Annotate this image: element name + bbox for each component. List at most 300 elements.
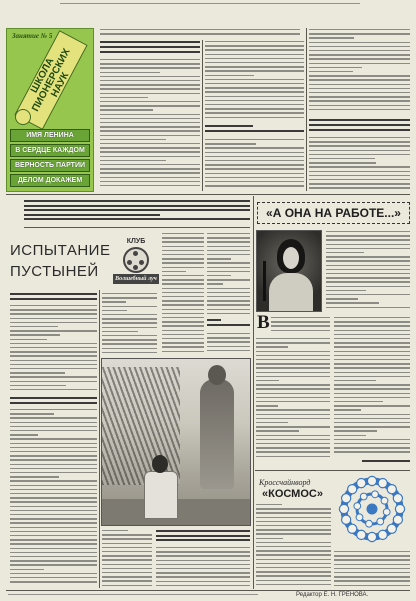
- text-line: [10, 522, 97, 523]
- lesson-question-heading: [205, 124, 304, 136]
- text-line: [309, 158, 375, 159]
- text-line: [100, 185, 200, 186]
- text-line: [309, 29, 410, 30]
- crossword-cell: [372, 491, 379, 498]
- text-line: [102, 564, 152, 565]
- text-line: [100, 33, 300, 34]
- text-line: [309, 79, 410, 80]
- interview-text-column: [207, 332, 250, 355]
- text-line: [334, 551, 410, 552]
- text-line: [309, 67, 362, 68]
- interview-question: [10, 396, 97, 406]
- crossword-cell: [367, 532, 376, 541]
- text-line: [256, 388, 330, 389]
- text-line: [10, 569, 44, 570]
- text-line: [207, 346, 250, 347]
- text-line: [309, 109, 410, 110]
- text-line: [102, 530, 128, 531]
- crossword-cell: [356, 514, 363, 521]
- text-line: [334, 376, 410, 377]
- text-line: [205, 45, 304, 46]
- text-line: [100, 122, 200, 123]
- footer-editor: Редактор Е. Н. ГРЕНОВА.: [296, 592, 369, 598]
- text-line: [309, 179, 410, 180]
- text-line: [256, 559, 331, 560]
- text-line: [256, 443, 330, 444]
- crossword-title: «КОСМОС»: [262, 488, 323, 500]
- text-line: [10, 493, 97, 494]
- text-line: [100, 88, 200, 89]
- text-line: [256, 504, 282, 505]
- text-line: [102, 348, 157, 349]
- lesson-text-column: [309, 136, 410, 191]
- text-line: [10, 480, 97, 481]
- film-club-headline: ПУСТЫНЕЙ: [10, 263, 99, 280]
- text-line: [100, 168, 200, 169]
- reel-hole: [139, 260, 144, 265]
- text-line: [205, 181, 304, 182]
- text-line: [205, 62, 304, 63]
- text-line: [207, 309, 250, 310]
- text-line: [205, 112, 304, 113]
- text-line: [326, 235, 410, 236]
- text-line: [207, 237, 250, 238]
- text-line: [271, 321, 330, 322]
- text-line: [309, 96, 410, 97]
- text-line: [10, 464, 97, 465]
- text-line: [256, 405, 278, 406]
- text-line: [334, 576, 410, 577]
- text-line: [334, 338, 410, 339]
- crossword-cell: [357, 530, 366, 539]
- text-line: [256, 380, 279, 381]
- text-line: [256, 439, 330, 440]
- text-line: [10, 409, 97, 410]
- text-line: [205, 185, 304, 186]
- text-line: [102, 339, 157, 340]
- text-line: [334, 555, 410, 556]
- text-line: [334, 393, 410, 394]
- text-line: [205, 75, 254, 76]
- text-line: [326, 290, 366, 291]
- text-line: [10, 402, 97, 404]
- text-line: [334, 572, 410, 573]
- crossword-cell: [348, 485, 357, 494]
- feature-text-column: [271, 316, 330, 334]
- section-divider: [6, 194, 410, 195]
- interview-text-column: [162, 232, 204, 355]
- text-line: [326, 307, 410, 308]
- text-line: [256, 409, 330, 410]
- slogan-line: В СЕРДЦЕ КАЖДОМ: [10, 144, 90, 157]
- text-line: [156, 564, 250, 565]
- text-line: [207, 324, 250, 326]
- text-line: [162, 279, 204, 280]
- text-line: [10, 322, 97, 323]
- crossword-cell: [354, 503, 361, 510]
- text-line: [24, 214, 160, 216]
- text-line: [102, 293, 157, 294]
- text-line: [10, 539, 97, 540]
- interview-text-column: [10, 408, 97, 588]
- text-line: [256, 508, 331, 509]
- text-line: [100, 80, 200, 81]
- text-line: [102, 327, 157, 328]
- text-line: [309, 84, 410, 85]
- text-line: [10, 510, 97, 511]
- crossword-cell: [378, 479, 387, 488]
- text-line: [100, 41, 200, 43]
- text-line: [102, 547, 152, 548]
- text-line: [207, 350, 250, 351]
- feature-portrait-photo: [256, 230, 322, 312]
- text-line: [309, 187, 410, 188]
- column-divider: [99, 290, 100, 588]
- reel-hole: [133, 265, 138, 270]
- text-line: [10, 564, 97, 565]
- feature-headline: «А ОНА НА РАБОТЕ...»: [257, 202, 410, 224]
- text-line: [24, 209, 250, 211]
- text-line: [256, 372, 330, 373]
- text-line: [10, 518, 97, 519]
- photo-boy: [144, 471, 178, 519]
- interview-question: [10, 292, 97, 302]
- text-line: [10, 381, 97, 382]
- text-line: [102, 352, 157, 353]
- text-line: [207, 313, 250, 314]
- text-line: [162, 237, 204, 238]
- text-line: [207, 319, 221, 321]
- text-line: [10, 309, 97, 310]
- text-line: [10, 581, 97, 582]
- text-line: [326, 256, 410, 257]
- lesson-question-heading: [309, 118, 410, 134]
- text-line: [100, 59, 200, 60]
- text-line: [256, 401, 330, 402]
- text-line: [256, 567, 331, 568]
- text-line: [271, 325, 330, 326]
- text-line: [205, 58, 304, 59]
- text-line: [162, 300, 204, 301]
- text-line: [309, 124, 410, 126]
- text-line: [256, 580, 331, 581]
- text-line: [60, 3, 360, 4]
- text-line: [162, 321, 204, 322]
- text-line: [256, 550, 331, 551]
- feature-signature: [362, 459, 410, 464]
- text-line: [256, 554, 331, 555]
- text-line: [102, 314, 157, 315]
- text-line: [162, 346, 204, 347]
- text-line: [256, 571, 331, 572]
- text-line: [326, 294, 410, 295]
- text-line: [205, 139, 304, 140]
- text-line: [100, 139, 166, 140]
- text-line: [10, 318, 97, 319]
- text-line: [156, 539, 250, 541]
- text-line: [10, 351, 97, 352]
- text-line: [334, 568, 410, 569]
- text-line: [102, 322, 157, 323]
- text-line: [10, 385, 66, 386]
- text-line: [102, 555, 152, 556]
- text-line: [10, 447, 97, 448]
- text-line: [100, 177, 200, 178]
- text-line: [334, 580, 410, 581]
- text-line: [256, 393, 330, 394]
- text-line: [205, 152, 304, 153]
- text-line: [309, 162, 376, 163]
- text-line: [334, 559, 410, 560]
- text-line: [10, 548, 97, 549]
- crossword-cell: [387, 524, 396, 533]
- text-line: [309, 183, 410, 184]
- text-line: [205, 173, 304, 174]
- text-line: [10, 556, 97, 557]
- text-line: [10, 417, 97, 418]
- text-line: [205, 117, 304, 118]
- text-line: [326, 269, 410, 270]
- text-line: [334, 414, 410, 415]
- text-line: [102, 568, 152, 569]
- text-line: [102, 538, 152, 539]
- interview-text-column: [102, 292, 157, 355]
- text-line: [10, 560, 97, 561]
- text-line: [10, 334, 60, 335]
- text-line: [100, 101, 200, 102]
- text-line: [10, 527, 97, 528]
- text-line: [10, 430, 97, 431]
- text-line: [334, 564, 410, 565]
- text-line: [100, 84, 200, 85]
- interview-text-column: [156, 546, 250, 589]
- text-line: [256, 355, 330, 356]
- text-line: [205, 160, 304, 161]
- text-line: [256, 563, 331, 564]
- text-line: [205, 143, 256, 144]
- text-line: [207, 292, 250, 293]
- text-line: [309, 105, 410, 106]
- text-line: [162, 288, 204, 289]
- text-line: [10, 438, 97, 439]
- text-line: [256, 533, 331, 534]
- text-line: [334, 380, 376, 381]
- text-line: [162, 296, 204, 297]
- text-line: [10, 455, 97, 456]
- text-line: [205, 156, 304, 157]
- text-line: [309, 129, 410, 131]
- text-line: [100, 67, 200, 68]
- crossword-cell: [393, 494, 402, 503]
- text-line: [207, 258, 231, 259]
- text-line: [334, 321, 410, 322]
- text-line: [100, 76, 200, 77]
- reel-hole: [127, 260, 132, 265]
- text-line: [256, 359, 330, 360]
- text-line: [309, 75, 410, 76]
- text-line: [102, 335, 157, 336]
- text-line: [10, 497, 97, 498]
- text-line: [10, 355, 97, 356]
- text-line: [205, 164, 304, 165]
- text-line: [100, 151, 200, 152]
- text-line: [309, 42, 410, 43]
- text-line: [256, 517, 331, 518]
- text-line: [10, 489, 97, 490]
- photo-boy-head: [152, 455, 168, 473]
- text-line: [100, 156, 200, 157]
- crossword-cell: [367, 476, 376, 485]
- text-line: [207, 275, 231, 276]
- text-line: [10, 330, 97, 331]
- text-line: [256, 521, 331, 522]
- text-line: [309, 33, 410, 34]
- text-line: [162, 254, 204, 255]
- text-line: [309, 137, 410, 138]
- text-line: [10, 577, 97, 578]
- text-line: [326, 273, 410, 274]
- text-line: [334, 418, 410, 419]
- text-line: [102, 543, 152, 544]
- interview-text-column: [207, 232, 250, 316]
- text-line: [207, 271, 250, 272]
- text-line: [205, 54, 304, 55]
- text-line: [207, 333, 250, 334]
- text-line: [10, 397, 97, 399]
- text-line: [102, 306, 157, 307]
- text-line: [207, 246, 250, 247]
- footer-rule: [6, 590, 410, 591]
- interview-text-column: [102, 529, 152, 589]
- text-line: [162, 275, 204, 276]
- text-line: [334, 435, 366, 436]
- text-line: [162, 258, 204, 259]
- text-line: [100, 164, 200, 165]
- text-line: [205, 125, 253, 127]
- text-line: [10, 360, 97, 361]
- text-line: [102, 297, 157, 298]
- text-line: [309, 46, 410, 47]
- microphone-icon: [263, 261, 266, 301]
- text-line: [256, 512, 331, 513]
- footer-imprint: [8, 593, 258, 599]
- text-line: [156, 581, 250, 582]
- text-line: [102, 559, 152, 560]
- crossword-grid: [333, 470, 411, 548]
- text-line: [100, 160, 166, 161]
- text-line: [309, 92, 410, 93]
- photo-old-man-head: [208, 365, 226, 385]
- text-line: [10, 472, 97, 473]
- text-line: [205, 96, 304, 97]
- text-line: [10, 451, 97, 452]
- text-line: [156, 572, 250, 573]
- text-line: [162, 338, 204, 339]
- text-line: [100, 130, 200, 131]
- text-line: [256, 575, 331, 576]
- masthead-strip-text: [60, 2, 360, 6]
- text-line: [256, 338, 330, 339]
- text-line: [162, 351, 204, 352]
- feature-text-column: [334, 316, 410, 456]
- portrait-body: [269, 273, 313, 312]
- crossword-cell: [342, 494, 351, 503]
- text-line: [10, 514, 97, 515]
- text-line: [100, 97, 148, 98]
- lesson-text-column: [100, 58, 200, 191]
- text-line: [334, 346, 410, 347]
- text-line: [205, 168, 304, 169]
- lesson-text-column: [309, 28, 410, 116]
- text-line: [256, 351, 330, 352]
- text-line: [10, 376, 97, 377]
- text-line: [309, 71, 353, 72]
- photo-reeds: [102, 367, 180, 485]
- text-line: [100, 147, 200, 148]
- text-line: [334, 367, 410, 368]
- text-line: [205, 83, 304, 84]
- crossword-cell: [360, 493, 367, 500]
- text-line: [102, 318, 157, 319]
- text-line: [256, 525, 331, 526]
- text-line: [207, 337, 250, 338]
- crossword-cell: [342, 515, 351, 524]
- column-divider: [306, 28, 307, 191]
- text-line: [309, 119, 410, 121]
- text-line: [207, 283, 223, 284]
- text-line: [24, 218, 250, 220]
- text-line: [102, 331, 138, 332]
- text-line: [334, 405, 410, 406]
- text-line: [207, 267, 250, 268]
- text-line: [309, 58, 410, 59]
- text-line: [10, 326, 58, 327]
- text-line: [334, 443, 410, 444]
- text-line: [256, 414, 330, 415]
- text-line: [309, 54, 410, 55]
- text-line: [205, 104, 304, 105]
- text-line: [156, 547, 250, 548]
- text-line: [162, 292, 204, 293]
- text-line: [102, 572, 152, 573]
- text-line: [10, 364, 97, 365]
- photo-caption: [156, 529, 250, 543]
- text-line: [102, 580, 152, 581]
- text-line: [162, 262, 204, 263]
- text-line: [334, 426, 410, 427]
- text-line: [256, 376, 330, 377]
- text-line: [256, 435, 330, 436]
- text-line: [10, 313, 97, 314]
- text-line: [309, 100, 410, 101]
- crossword-cell: [366, 520, 373, 527]
- text-line: [10, 485, 97, 486]
- text-line: [207, 262, 250, 263]
- text-line: [256, 584, 331, 585]
- text-line: [162, 325, 204, 326]
- film-still-photo: [101, 358, 251, 526]
- text-line: [309, 145, 410, 146]
- text-line: [205, 79, 304, 80]
- text-line: [334, 409, 361, 410]
- text-line: [100, 135, 200, 136]
- text-line: [309, 37, 354, 38]
- text-line: [334, 342, 410, 343]
- text-line: [334, 351, 410, 352]
- text-line: [334, 430, 377, 431]
- text-line: [10, 347, 97, 348]
- text-line: [256, 367, 330, 368]
